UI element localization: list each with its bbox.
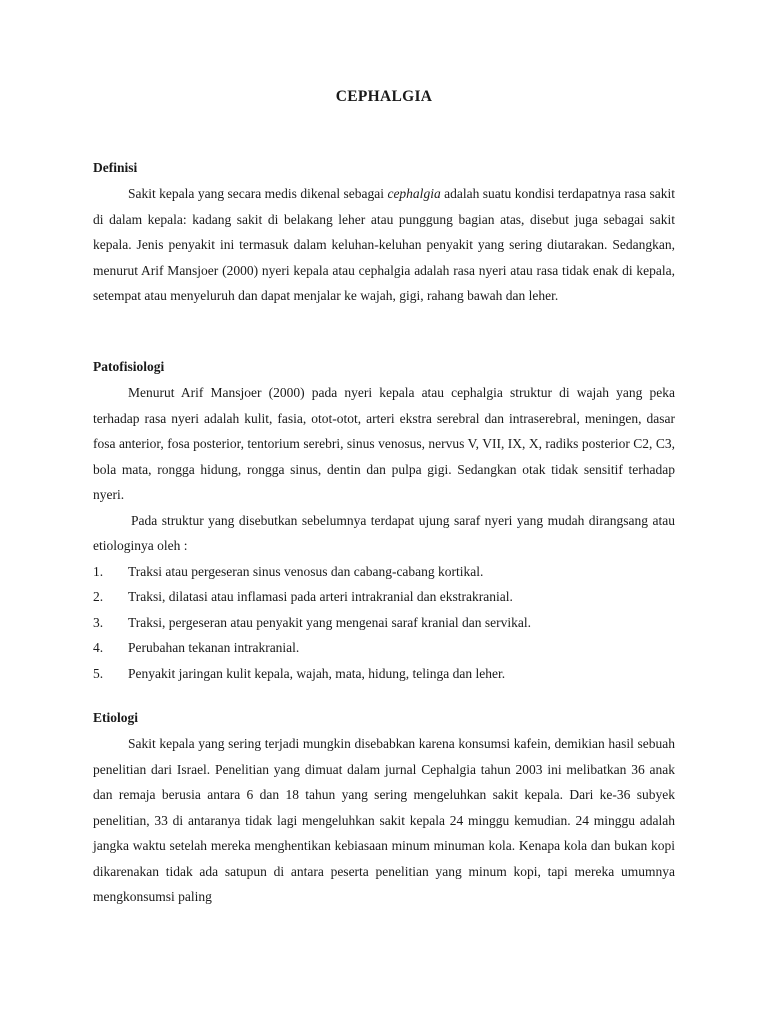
list-number: 4. [93,640,104,655]
paragraph-etiologi: Sakit kepala yang sering terjadi mungkin disebabkan karena konsumsi kafein, demikian hasil sebuah penelitian dari Israel. Penelitian yang dimuat dalam jurnal Cephalgia tahun 2003 ini melibatkan 36 anak dan remaja berusia antara 6 dan 18 tahun yang sering mengeluhkan sakit kepala. Dari ke-36 subyek penelitian, 33 di antaranya tidak lagi mengeluhkan sakit kepala 24 minggu kemudian. 24 minggu adalah jangka waktu setelah mereka menghentikan kebiasaan minum minuman kola. Kenapa kola dan bukan kopi dikarenakan tidak ada satupun di antara peserta penelitian yang minum kopi, tapi mereka umumnya mengkonsumsi paling [93,736,675,904]
paragraph-patofisiologi-2: Pada struktur yang disebutkan sebelumnya terdapat ujung saraf nyeri yang mudah dirangsang atau etiologinya oleh : [93,512,675,553]
list-number: 2. [93,589,104,604]
list-item-text: Penyakit jaringan kulit kepala, wajah, mata, hidung, telinga dan leher. [128,665,506,681]
list-number: 5. [93,665,104,681]
section-patofisiologi [93,354,675,686]
paragraph-definisi [93,181,675,309]
section-heading-definisi: Definisi [93,160,138,175]
document-title: CEPHALGIA [335,88,433,105]
list-item [93,559,675,585]
list-number: 1. [93,563,104,579]
numbered-list [93,559,675,687]
list-item [93,584,675,610]
list-item [93,635,675,661]
italic-term: cephalgia [387,186,441,201]
paragraph-patofisiologi-1: Menurut Arif Mansjoer (2000) pada nyeri kepala atau cephalgia struktur di wajah yang peka terhadap rasa nyeri adalah kulit, fasia, otot-otot, arteri ekstra serebral dan intraserebral, meningen, dasar fosa anterior, fosa posterior, tentorium serebri, sinus venosus, nervus V, VII, IX, X, radiks posterior C2, C3, bola mata, rongga hidung, rongga sinus, dentin dan pulpa gigi. Sedangkan otak tidak sensitif terhadap nyeri. [93,385,675,502]
list-number: 3. [93,614,104,630]
list-item [93,610,675,636]
section-heading-patofisiologi: Patofisiologi [93,359,165,374]
list-item-text: Perubahan tekanan intrakranial. [128,640,300,655]
section-heading-etiologi: Etiologi [93,710,139,725]
section-etiologi [93,705,675,910]
paragraph-text: adalah suatu kondisi terdapatnya rasa sakit di dalam kepala: kadang sakit di belakang leher atau punggung bagian atas, disebut juga sebagai sakit kepala. Jenis penyakit ini termasuk dalam keluhan-keluhan penyakit yang sering diutarakan. Sedangkan, menurut Arif Mansjoer (2000) nyeri kepala atau cephalgia adalah rasa nyeri atau rasa tidak enak di kepala, setempat atau menyeluruh dan dapat menjalar ke wajah, gigi, rahang bawah dan leher. [93,186,675,303]
list-item-text: Traksi, dilatasi atau inflamasi pada arteri intrakranial dan ekstrakranial. [128,589,513,604]
section-definisi [93,155,675,309]
list-item-text: Traksi, pergeseran atau penyakit yang mengenai saraf kranial dan servikal. [128,614,531,630]
paragraph-text: Sakit kepala yang secara medis dikenal sebagai [128,186,388,201]
list-item-text: Traksi atau pergeseran sinus venosus dan cabang-cabang kortikal. [128,563,484,579]
list-item [93,661,675,687]
